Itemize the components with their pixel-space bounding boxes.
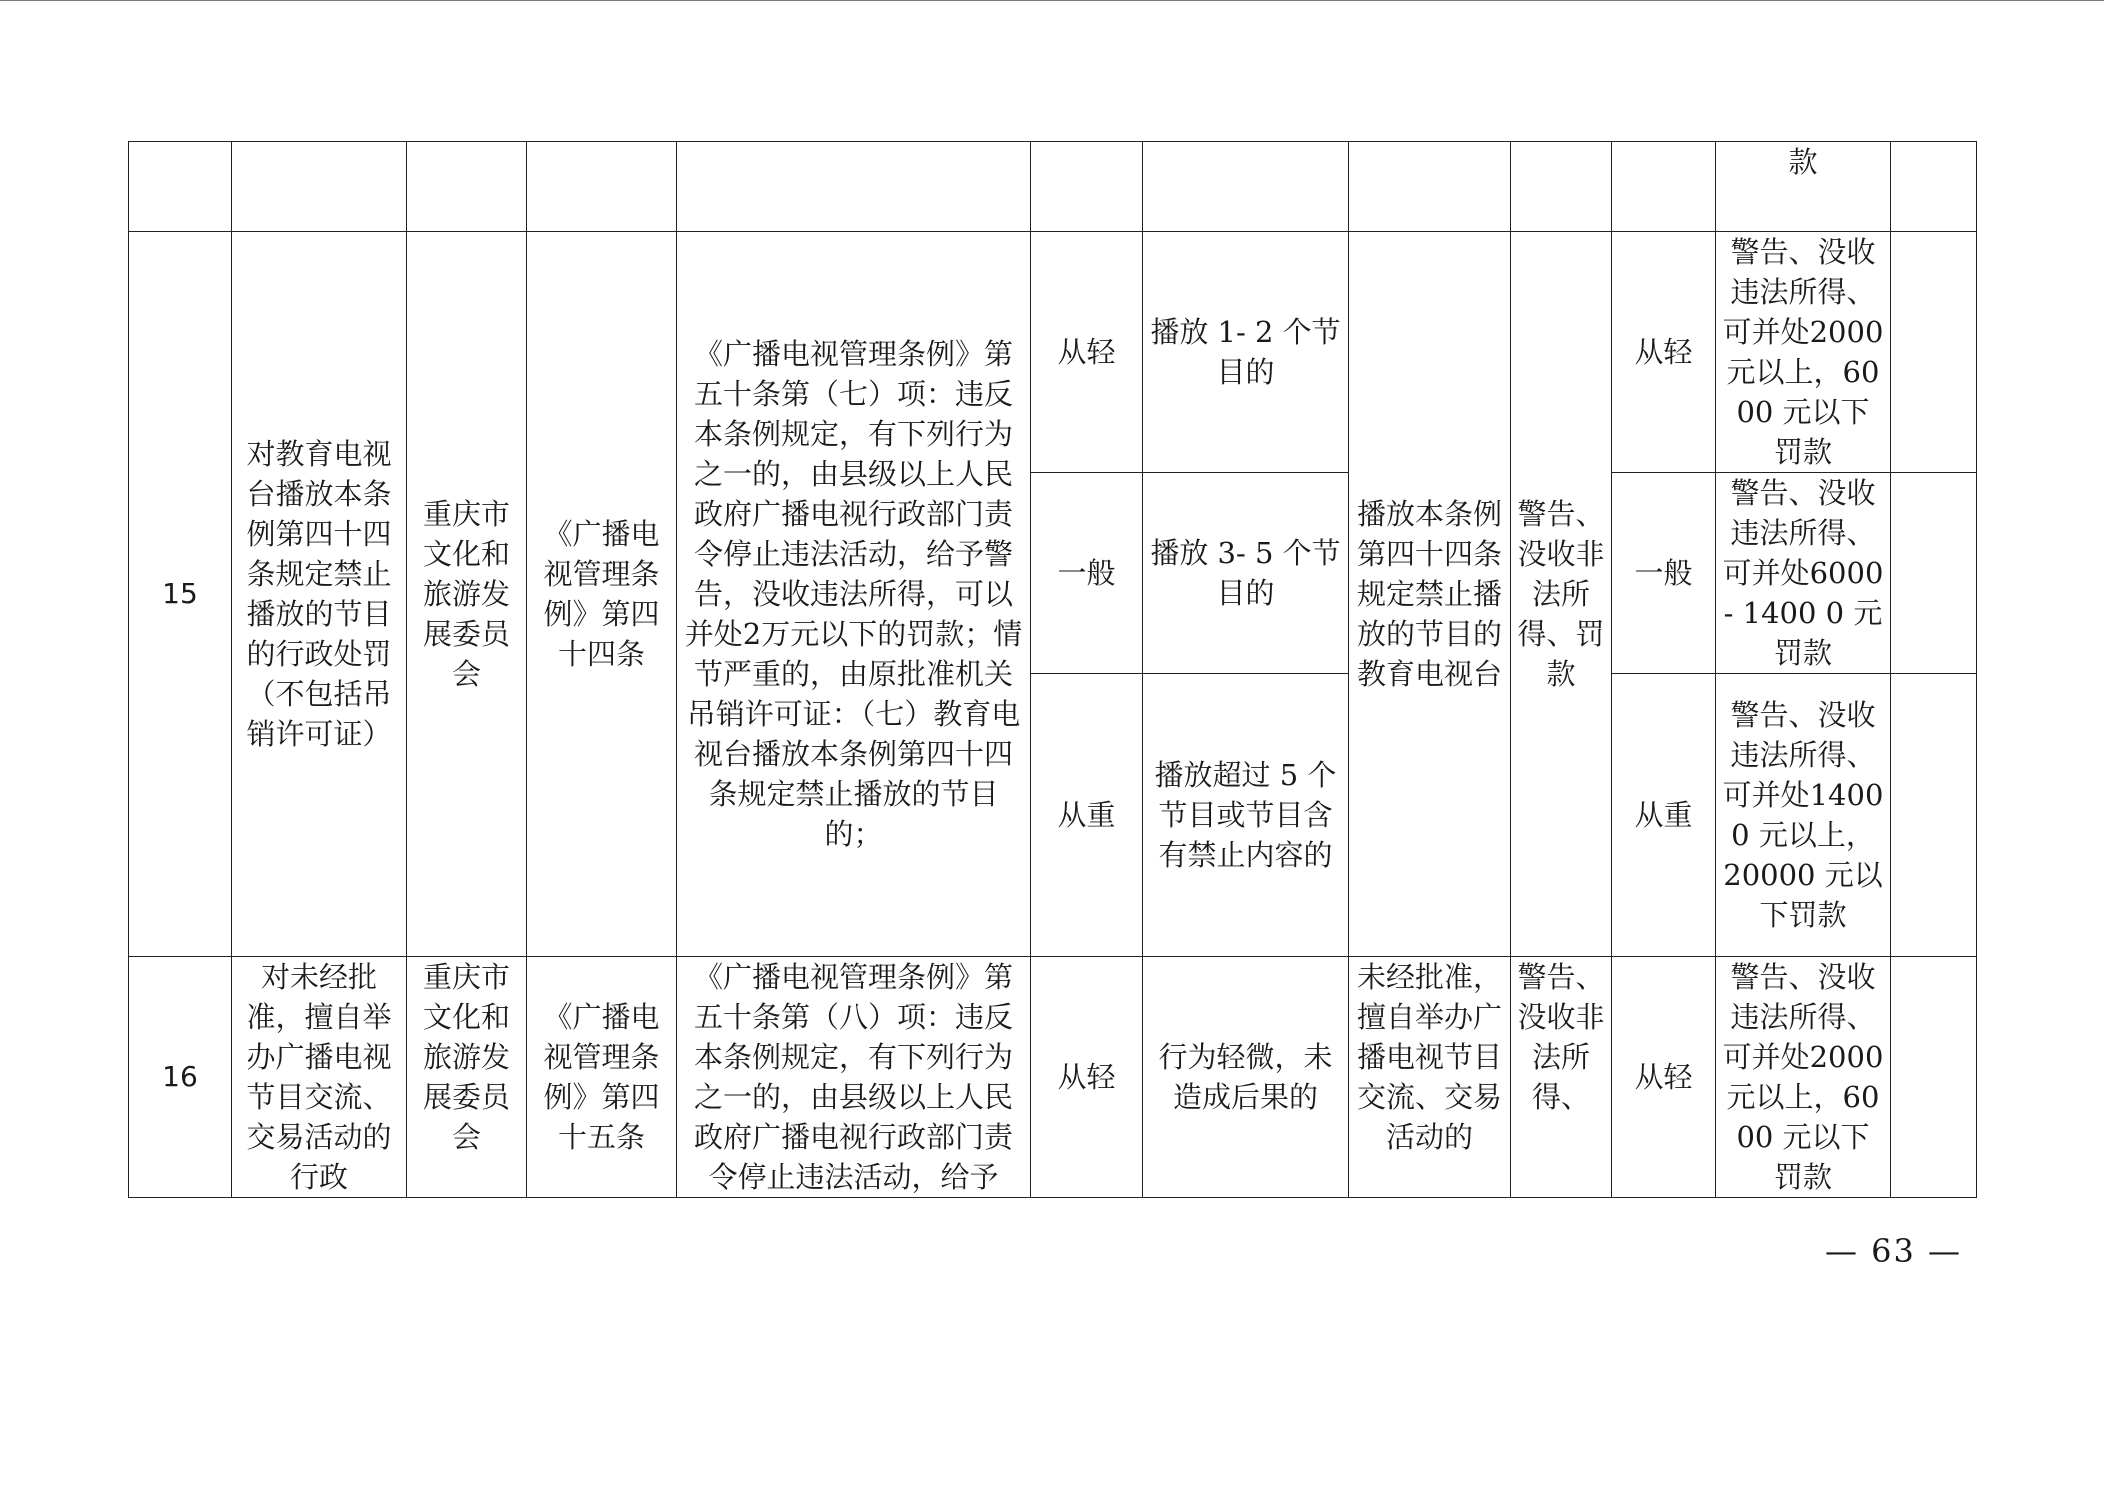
cell-penalty-standard: 警告、没收违法所得、可并处2000 元以上，6000 元以下罚款: [1716, 232, 1891, 473]
cell-empty: [527, 142, 677, 232]
table-row: [129, 232, 1977, 473]
cell-discretion-level: 从轻: [1031, 957, 1143, 1198]
cell-penalty-basis: 《广播电视管理条例》第五十条第（八）项：违反本条例规定，有下列行为之一的，由县级以上人民政府广播电视行政部门责令停止违法活动，给予: [677, 957, 1031, 1198]
page-top-border: [0, 0, 2104, 1]
cell-discretion-level: 一般: [1612, 473, 1716, 674]
cell-serial-number: 15: [129, 232, 232, 957]
cell-empty: [677, 142, 1031, 232]
cell-discretion-level: 从轻: [1612, 232, 1716, 473]
cell-item-name: 对未经批准，擅自举办广播电视节目交流、交易活动的行政: [232, 957, 407, 1198]
cell-standard-continued: 款: [1716, 142, 1891, 232]
cell-remark: [1891, 232, 1977, 473]
cell-empty: [1031, 142, 1143, 232]
cell-empty: [1612, 142, 1716, 232]
cell-discretion-level: 从轻: [1031, 232, 1143, 473]
cell-legal-basis: 《广播电视管理条例》第四十五条: [527, 957, 677, 1198]
cell-circumstance: 行为轻微，未造成后果的: [1143, 957, 1349, 1198]
cell-penalty-basis: 《广播电视管理条例》第五十条第（七）项：违反本条例规定，有下列行为之一的，由县级以上人民政府广播电视行政部门责令停止违法活动，给予警告，没收违法所得，可以并处2万元以下的罚款；情节严重的，由原批准机关吊销许可证：（七）教育电视台播放本条例第四十四条规定禁止播放的节目的；: [677, 232, 1031, 957]
cell-circumstance: 播放超过 5 个节目或节目含有禁止内容的: [1143, 674, 1349, 957]
penalty-standards-table: [128, 141, 1977, 1198]
cell-remark: [1891, 674, 1977, 957]
cell-remark: [1891, 957, 1977, 1198]
table-row-continued: [129, 142, 1977, 232]
cell-discretion-level: 一般: [1031, 473, 1143, 674]
cell-remark: [1891, 473, 1977, 674]
cell-empty: [232, 142, 407, 232]
table-row: [129, 957, 1977, 1198]
cell-empty: [407, 142, 527, 232]
cell-empty: [1511, 142, 1612, 232]
cell-legal-basis: 《广播电视管理条例》第四十四条: [527, 232, 677, 957]
cell-empty: [1349, 142, 1511, 232]
cell-empty: [1143, 142, 1349, 232]
cell-empty: [129, 142, 232, 232]
cell-discretion-level: 从重: [1031, 674, 1143, 957]
cell-applicable-subject: 未经批准，擅自举办广播电视节目交流、交易活动的: [1349, 957, 1511, 1198]
cell-item-name: 对教育电视台播放本条例第四十四条规定禁止播放的节目的行政处罚（不包括吊销许可证）: [232, 232, 407, 957]
cell-applicable-subject: 播放本条例第四十四条规定禁止播放的节目的教育电视台: [1349, 232, 1511, 957]
cell-penalty-standard: 警告、没收违法所得、可并处14000 元以上，20000 元以下罚款: [1716, 674, 1891, 957]
cell-penalty-standard: 警告、没收违法所得、可并处6000- 1400 0 元罚款: [1716, 473, 1891, 674]
cell-remark: [1891, 142, 1977, 232]
cell-circumstance: 播放 3- 5 个节目的: [1143, 473, 1349, 674]
cell-circumstance: 播放 1- 2 个节目的: [1143, 232, 1349, 473]
cell-penalty-type: 警告、没收非法所得、: [1511, 957, 1612, 1198]
cell-penalty-standard: 警告、没收违法所得、可并处2000 元以上，6000 元以下罚款: [1716, 957, 1891, 1198]
cell-discretion-level: 从重: [1612, 674, 1716, 957]
cell-department: 重庆市文化和旅游发展委员会: [407, 957, 527, 1198]
cell-department: 重庆市文化和旅游发展委员会: [407, 232, 527, 957]
cell-discretion-level: 从轻: [1612, 957, 1716, 1198]
cell-serial-number: 16: [129, 957, 232, 1198]
cell-penalty-type: 警告、没收非法所得、罚款: [1511, 232, 1612, 957]
page-number: — 63 —: [1824, 1232, 1962, 1270]
